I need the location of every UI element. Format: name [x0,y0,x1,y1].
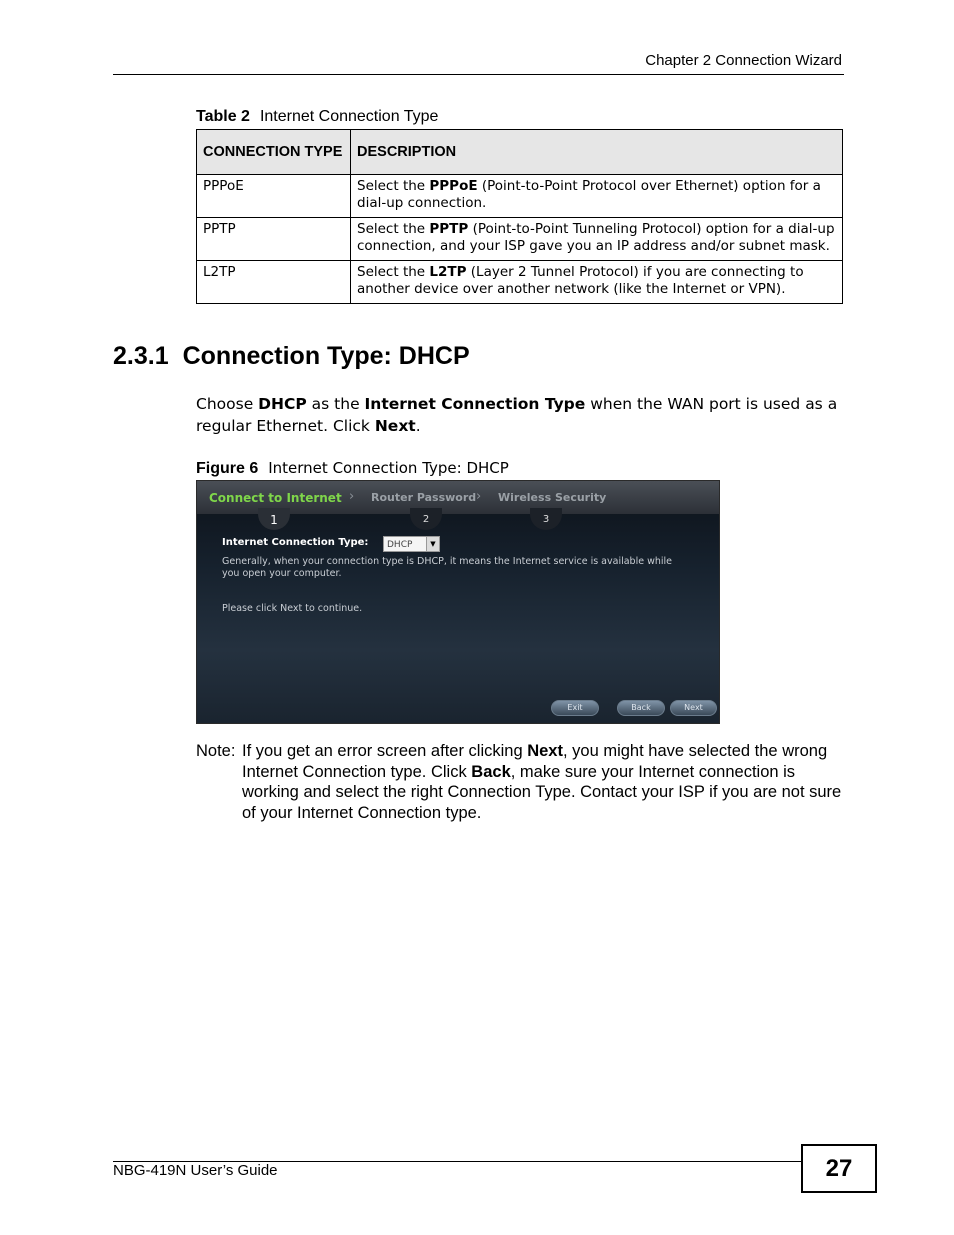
step-number-badge: 1 [258,508,290,530]
table-cell-description: Select the PPPoE (Point-to-Point Protocol over Ethernet) option for a dial-up connection. [351,175,843,218]
figure-caption [196,459,509,478]
dropdown-arrow-icon: ▼ [426,537,439,551]
table-cell-description: Select the L2TP (Layer 2 Tunnel Protocol) if you are connecting to another device over another network (like the Internet or VPN). [351,261,843,304]
body-paragraph: Choose DHCP as the Internet Connection Type when the WAN port is used as a regular Ethernet. Click Next. [196,395,838,435]
figure-title: Internet Connection Type: DHCP [268,459,509,477]
note-label: Note: [196,742,236,760]
table-cell-type: PPTP [197,218,351,261]
figure-label: Figure 6 [196,460,259,477]
table-cell-type: PPPoE [197,175,351,218]
table-row [197,261,843,304]
connection-type-label: Internet Connection Type: [222,537,369,548]
running-header: Chapter 2 Connection Wizard [645,52,842,69]
section-heading [113,342,470,371]
header-rule [113,74,844,75]
guide-title: NBG-419N User’s Guide [113,1162,278,1179]
back-button[interactable]: Back [617,700,665,716]
table-label: Table 2 [196,108,250,125]
selected-value: DHCP [387,540,413,550]
step-wireless-security: Wireless Security [498,491,607,504]
step-number-badge: 3 [530,508,562,530]
next-button[interactable]: Next [670,700,717,716]
table-row [197,218,843,261]
section-title: Connection Type: DHCP [182,342,470,370]
column-header: DESCRIPTION [351,130,843,175]
connection-type-select[interactable] [383,536,440,552]
step-number-badge: 2 [410,508,442,530]
table-row [197,175,843,218]
table-title: Internet Connection Type [259,108,439,125]
dhcp-description: Generally, when your connection type is DHCP, it means the Internet service is available while you open your computer. [222,556,672,579]
table-header-row [197,130,843,175]
table-cell-description: Select the PPTP (Point-to-Point Tunneling Protocol) option for a dial-up connection, and your ISP gave you an IP address and/or subnet mask. [351,218,843,261]
section-number: 2.3.1 [113,342,169,370]
table-caption [196,108,438,126]
step-router-password: Router Password [371,491,477,504]
connection-type-table [196,129,843,304]
chevron-right-icon: › [349,489,355,504]
table-cell-type: L2TP [197,261,351,304]
note-text: If you get an error screen after clicking Next, you might have selected the wrong Internet Connection type. Click Back, make sure your Internet connection is working and select the right Connection Type. Contact your ISP if you are not sure of your Internet Connection type. [242,742,842,822]
exit-button[interactable]: Exit [551,700,599,716]
continue-instruction: Please click Next to continue. [222,603,363,614]
chevron-right-icon: › [476,489,482,504]
column-header: CONNECTION TYPE [197,130,351,175]
page-number: 27 [801,1144,877,1193]
step-connect-to-internet: Connect to Internet [209,491,342,505]
wizard-screenshot [196,480,720,724]
